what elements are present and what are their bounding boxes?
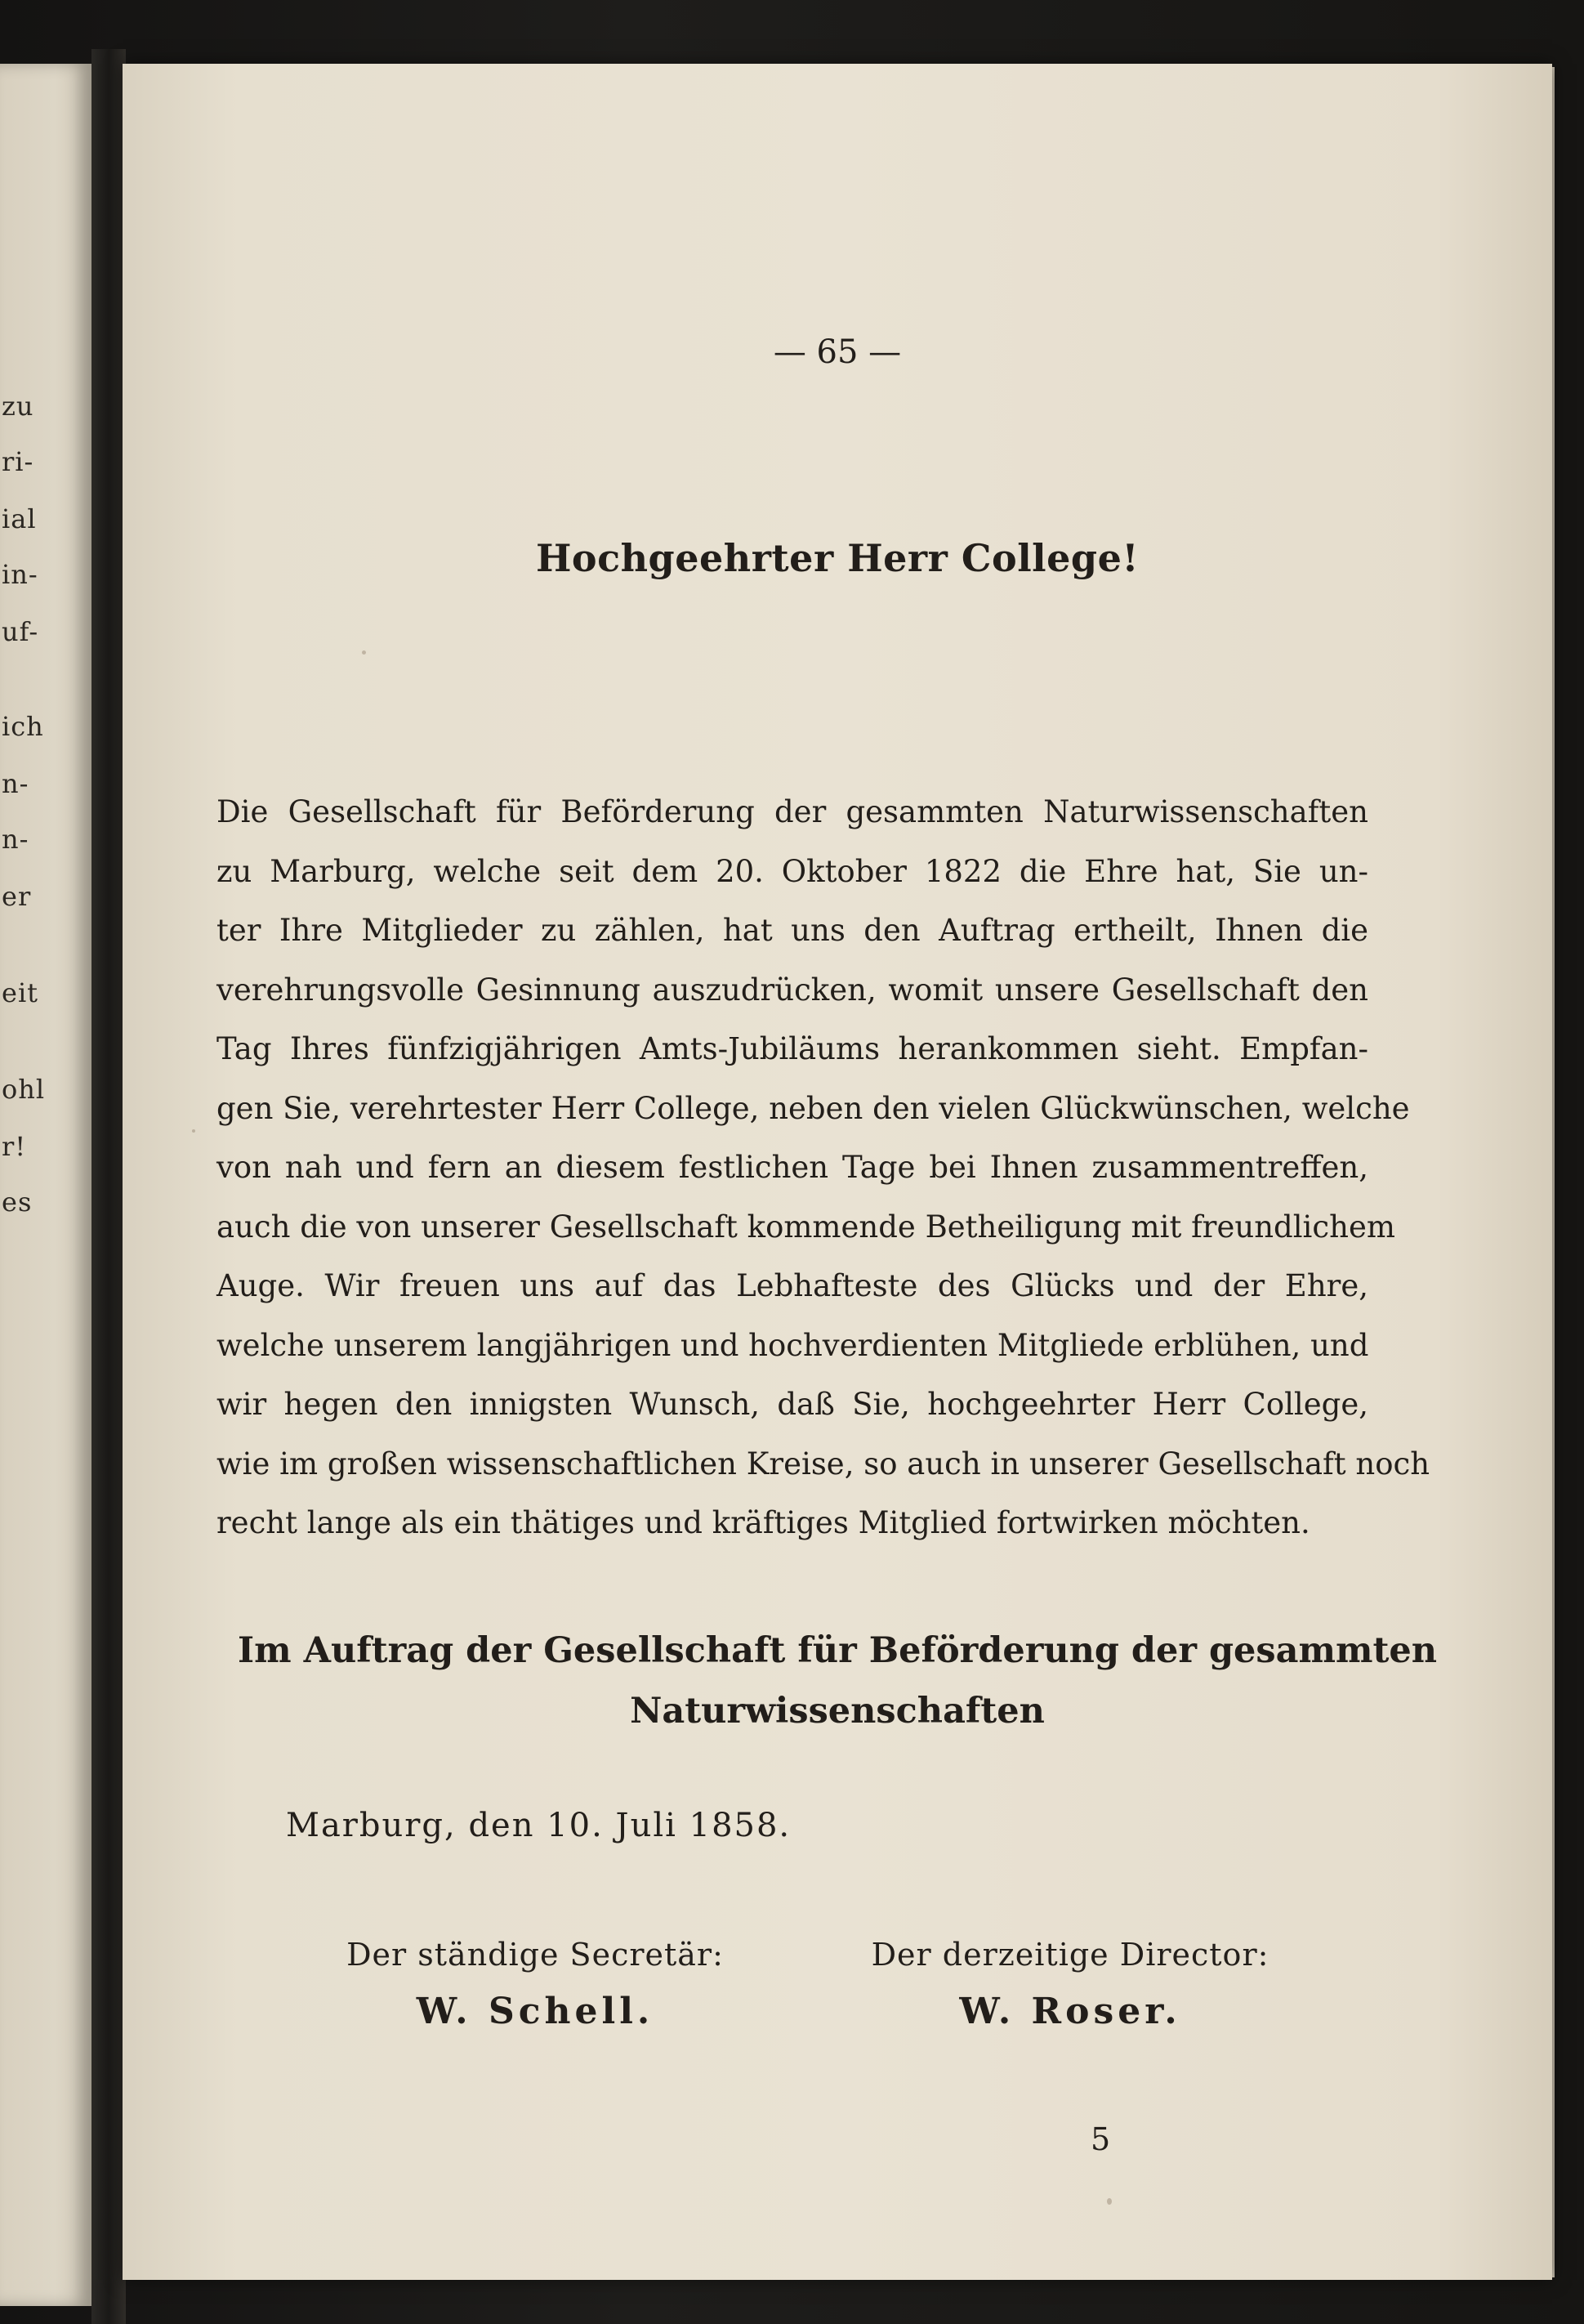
- page-number: — 65 —: [773, 333, 902, 371]
- body-line: verehrungsvolle Gesinnung auszudrücken, womit unsere Gesellschaft den: [216, 972, 1368, 1008]
- foxing-spot: [1107, 2198, 1112, 2205]
- body-line: gen Sie, verehrtester Herr College, neben den vielen Glückwünschen, welche: [216, 1090, 1410, 1126]
- previous-page-edge: [0, 64, 91, 2306]
- body-line: Auge. Wir freuen uns auf das Lebhafteste des Glücks und der Ehre,: [216, 1268, 1368, 1303]
- left-fragment: r!: [2, 1131, 27, 1162]
- mandate-line: Im Auftrag der Gesellschaft für Beförderung der gesammten: [238, 1630, 1437, 1671]
- body-line: Die Gesellschaft für Beförderung der gesammten Naturwissenschaften: [216, 794, 1368, 829]
- document-page: [123, 64, 1552, 2280]
- left-fragment: ich: [2, 711, 44, 742]
- foxing-spot: [192, 1129, 195, 1133]
- left-fragment: n-: [2, 824, 29, 855]
- signature-number: 5: [1091, 2121, 1111, 2157]
- body-line: recht lange als ein thätiges und kräftiges Mitglied fortwirken möchten.: [216, 1505, 1310, 1540]
- secretary-title: Der ständige Secretär:: [346, 1937, 724, 1973]
- mandate-line: Naturwissenschaften: [630, 1691, 1045, 1732]
- book-gutter: [91, 49, 126, 2324]
- left-fragment: er: [2, 881, 32, 912]
- left-fragment: es: [2, 1187, 33, 1218]
- left-fragment: zu: [2, 391, 34, 422]
- director-title: Der derzeitige Director:: [871, 1937, 1269, 1973]
- letter-body: [216, 783, 1430, 1553]
- body-line: auch die von unserer Gesellschaft kommende Betheiligung mit freundlichem: [216, 1209, 1395, 1245]
- left-fragment: eit: [2, 977, 39, 1008]
- director-name: W. Roser.: [959, 1991, 1181, 2032]
- left-fragment: uf-: [2, 616, 39, 647]
- mandate-block: [123, 1620, 1552, 1741]
- left-fragment: ial: [2, 503, 37, 534]
- left-fragment: in-: [2, 559, 38, 590]
- body-line: welche unserem langjährigen und hochverdienten Mitgliede erblühen, und: [216, 1327, 1369, 1363]
- secretary-name: W. Schell.: [416, 1991, 654, 2032]
- body-line: zu Marburg, welche seit dem 20. Oktober 1822 die Ehre hat, Sie un-: [216, 853, 1368, 889]
- dateline: Marburg, den 10. Juli 1858.: [286, 1807, 792, 1844]
- body-line: Tag Ihres fünfzigjährigen Amts-Jubiläums herankommen sieht. Empfan-: [216, 1031, 1368, 1066]
- body-line: wie im großen wissenschaftlichen Kreise, so auch in unserer Gesellschaft noch: [216, 1446, 1430, 1482]
- left-fragment: ohl: [2, 1074, 46, 1105]
- left-fragment: ri-: [2, 446, 34, 477]
- body-line: ter Ihre Mitglieder zu zählen, hat uns den Auftrag ertheilt, Ihnen die: [216, 913, 1368, 948]
- body-line: von nah und fern an diesem festlichen Tage bei Ihnen zusammentreffen,: [216, 1150, 1368, 1185]
- foxing-spot: [362, 650, 366, 655]
- salutation-heading: Hochgeehrter Herr College!: [535, 536, 1140, 580]
- body-line: wir hegen den innigsten Wunsch, daß Sie, hochgeehrter Herr College,: [216, 1387, 1368, 1422]
- left-fragment: n-: [2, 768, 29, 799]
